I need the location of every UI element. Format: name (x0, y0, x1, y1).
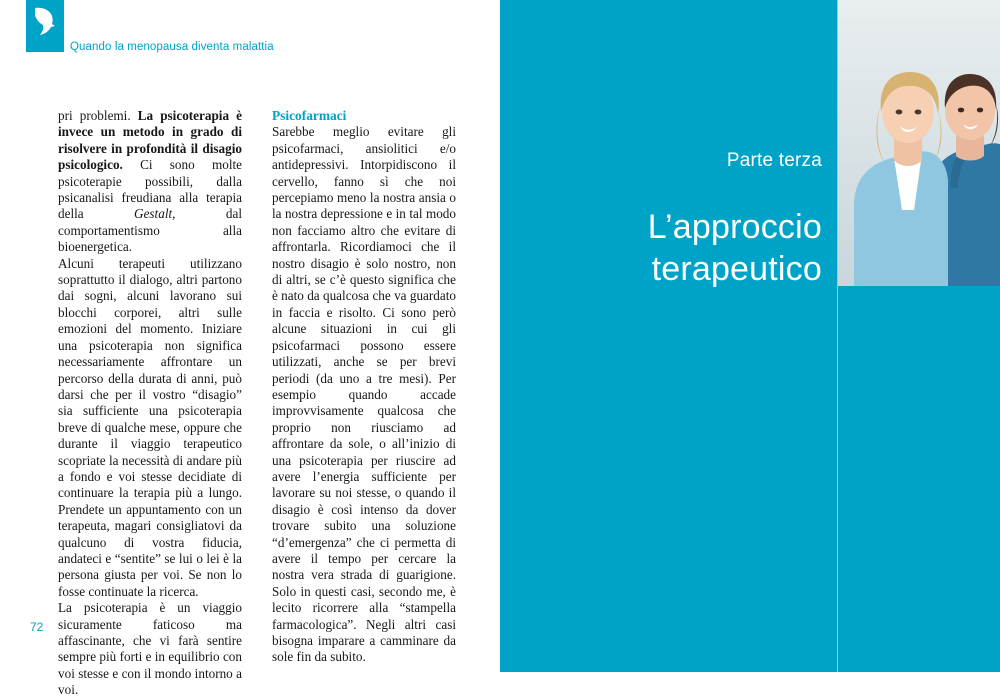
publisher-logo (26, 0, 64, 52)
right-page (500, 0, 1000, 672)
photo-illustration (838, 0, 1000, 286)
para1-start: pri problemi. (58, 108, 138, 123)
paragraph-psicofarmaci: Sarebbe meglio evitare gli psicofarmaci, ansiolitici e/o antidepressivi. Intorpidiscono il cervello, fanno sì che noi percepiamo meno la nostra ansia o la nostra depressione e in tal modo non facciamo altro che evitare di affrontarla. Ricordiamoci che il nostro disagio è solo nostro, non di altri, se c’è questo significa che è nato da qualcosa che va guardato in faccia e risolto. Ci sono però alcune situazioni in cui gli psicofarmaci possono essere utilizzati, anche se per brevi periodi (da uno a tre mesi). Per esempio quando accade improvvisamente qualcosa che proprio non riusciamo ad affrontare da sole, o all’inizio di una psicoterapia per riuscire ad avere l’energia sufficiente per lavorare su noi stesse, o quando il disagio è così intenso da dover trovare subito una soluzione “d’emergenza” che ci permetta di avere il tempo per cercare la nostra vera strada di guarigione. Solo in questi casi, secondo me, è lecito ricorrere alla “stampella farmacologica”. Negli altri casi bisogna imparare a camminare da sole fin da subito. (272, 124, 456, 665)
paragraph-2: Alcuni terapeuti utilizzano soprattutto il dialogo, altri partono dai sogni, alcuni lavorano sui blocchi corporei, altri sulle emozioni del momento. Iniziare una psicoterapia non significa necessariamente affrontare un percorso della durata di anni, può darsi che per il vostro “disagio” sia sufficiente una psicoterapia breve di qualche mese, oppure che durante il viaggio terapeutico scopriate la necessità di andare più a fondo e voi stesse decidiate di continuare la terapia più a lungo. Prendete un appuntamento con un terapeuta, magari consigliatovi da qualcuno di vostra fiducia, andateci e “sentite” se lui o lei è la persona giusta per voi. Se non lo fosse continuate la ricerca. (58, 255, 242, 599)
para1-rest-a: Ci sono molte psicoterapie possibili, dalla psicanalisi freudiana alla terapia della (58, 157, 242, 222)
paragraph-1 (58, 108, 242, 256)
part-title-line-2: terapeutico (651, 250, 822, 288)
paragraph-3: La psicoterapia è un viaggio sicuramente faticoso ma affascinante, che vi farà sentire sempre più forti e in equilibrio con voi stesse e con il mondo intorno a voi. (58, 600, 242, 698)
column-left (58, 108, 242, 699)
two-women-photo (838, 0, 1000, 286)
column-right (272, 108, 456, 699)
para1-italic: Gestalt (134, 206, 173, 222)
para1-rest-b: , dal comportamentismo alla bioenergetica. (58, 206, 242, 255)
part-title (648, 206, 822, 290)
text-columns (58, 108, 456, 699)
page-number: 72 (30, 620, 44, 634)
para1-bold: La psicoterapia è invece un metodo in grado di risolvere in profondità il disagio psicologico. (58, 108, 243, 173)
part-label: Parte terza (726, 150, 822, 171)
bird-logo-icon (32, 6, 58, 36)
section-subhead: Psicofarmaci (272, 108, 347, 123)
running-head: Quando la menopausa diventa malattia (70, 41, 274, 53)
part-title-line-1: L’approccio (647, 208, 822, 246)
left-page (0, 0, 500, 698)
